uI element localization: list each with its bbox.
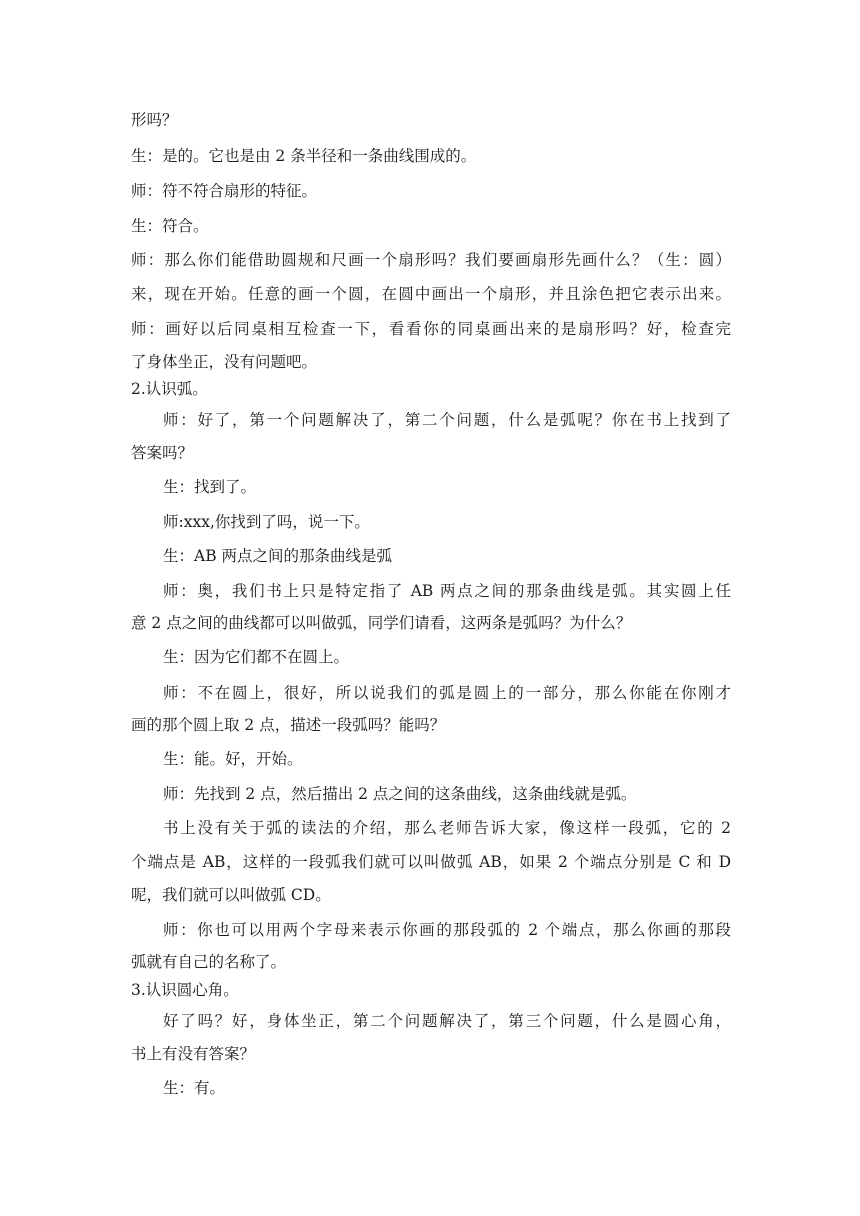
text-line: 师：好了，第一个问题解决了，第二个问题，什么是弧呢？你在书上找到了 bbox=[163, 411, 731, 429]
text-line: 个端点是 AB，这样的一段弧我们就可以叫做弧 AB，如果 2 个端点分别是 C 和 D bbox=[131, 853, 731, 871]
text-line: 好了吗？好，身体坐正，第二个问题解决了，第三个问题，什么是圆心角， bbox=[163, 1012, 731, 1030]
text-line: 师：符不符合扇形的特征。 bbox=[131, 182, 318, 200]
text-line: 师：先找到 2 点，然后描出 2 点之间的这条曲线，这条曲线就是弧。 bbox=[163, 785, 637, 803]
text-line: 书上有没有答案？ bbox=[131, 1045, 256, 1063]
text-line: 生：符合。 bbox=[131, 217, 209, 235]
text-line: 意 2 点之间的曲线都可以叫做弧，同学们请看，这两条是弧吗？为什么？ bbox=[131, 614, 632, 632]
text-line: 师：奥，我们书上只是特定指了 AB 两点之间的那条曲线是弧。其实圆上任 bbox=[163, 582, 731, 600]
text-line: 生：能。好，开始。 bbox=[163, 750, 303, 768]
text-line: 生：有。 bbox=[163, 1079, 226, 1097]
text-line: 生：因为它们都不在圆上。 bbox=[163, 648, 350, 666]
text-line: 了身体坐正，没有问题吧。 bbox=[131, 353, 318, 371]
text-line: 弧就有自己的名称了。 bbox=[131, 953, 287, 971]
text-line: 来，现在开始。任意的画一个圆，在圆中画出一个扇形，并且涂色把它表示出来。 bbox=[131, 285, 731, 303]
section-heading: 3.认识圆心角。 bbox=[131, 981, 239, 999]
text-line: 生：是的。它也是由 2 条半径和一条曲线围成的。 bbox=[131, 147, 477, 165]
text-line: 师：不在圆上，很好，所以说我们的弧是圆上的一部分，那么你能在你刚才 bbox=[163, 684, 731, 702]
text-line: 师：你也可以用两个字母来表示你画的那段弧的 2 个端点，那么你画的那段 bbox=[163, 921, 731, 939]
text-line: 答案吗？ bbox=[131, 444, 194, 462]
text-line: 画的那个圆上取 2 点，描述一段弧吗？能吗？ bbox=[131, 716, 446, 734]
section-heading: 2.认识弧。 bbox=[131, 380, 208, 398]
text-line: 师:xxx,你找到了吗，说一下。 bbox=[163, 513, 370, 531]
text-line: 书上没有关于弧的读法的介绍，那么老师告诉大家，像这样一段弧，它的 2 bbox=[163, 819, 731, 837]
text-line: 师：那么你们能借助圆规和尺画一个扇形吗？我们要画扇形先画什么？（生：圆） bbox=[131, 251, 731, 269]
text-line: 形吗？ bbox=[131, 111, 178, 129]
text-line: 呢，我们就可以叫做弧 CD。 bbox=[131, 886, 331, 904]
text-line: 师：画好以后同桌相互检查一下，看看你的同桌画出来的是扇形吗？好，检查完 bbox=[131, 320, 731, 338]
text-line: 生：AB 两点之间的那条曲线是弧 bbox=[163, 547, 393, 565]
text-line: 生：找到了。 bbox=[163, 478, 257, 496]
